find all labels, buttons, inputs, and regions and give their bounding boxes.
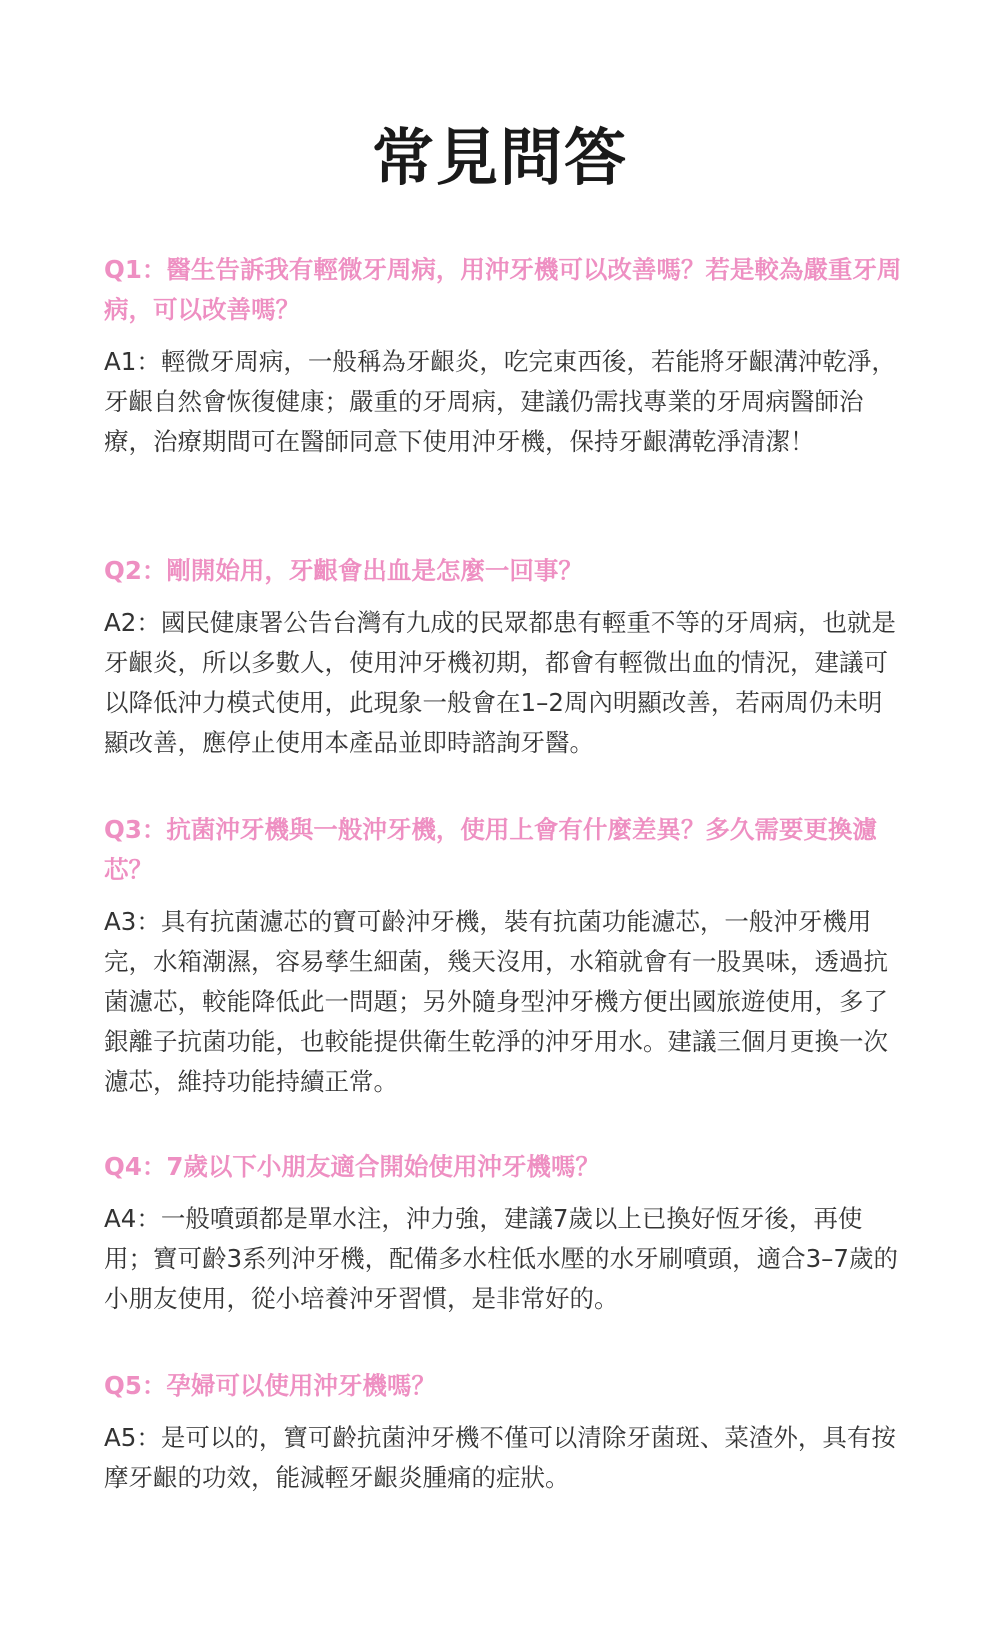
faq-item: [104, 1147, 904, 1319]
faq-answer: A4：一般噴頭都是單水注，沖力強，建議7歲以上已換好恆牙後，再使用；寶可齡3系列沖牙機，配備多水柱低水壓的水牙刷噴頭，適合3–7歲的小朋友使用，從小培養沖牙習慣，是非常好的。: [104, 1204, 899, 1313]
faq-answer: A5：是可以的，寶可齡抗菌沖牙機不僅可以清除牙菌斑、菜渣外，具有按摩牙齦的功效，能減輕牙齦炎腫痛的症狀。: [104, 1423, 896, 1492]
faq-answer: A2：國民健康署公告台灣有九成的民眾都患有輕重不等的牙周病，也就是牙齦炎，所以多數人，使用沖牙機初期，都會有輕微出血的情況，建議可以降低沖力模式使用，此現象一般會在1–2周內明顯改善，若兩周仍未明顯改善，應停止使用本產品並即時諮詢牙醫。: [104, 608, 896, 757]
faq-question: Q2：剛開始用，牙齦會出血是怎麼一回事？: [104, 556, 583, 585]
faq-item: [104, 810, 904, 1102]
faq-item: [104, 250, 904, 462]
faq-item: [104, 551, 904, 763]
faq-question: Q1：醫生告訴我有輕微牙周病，用沖牙機可以改善嗎？若是較為嚴重牙周病，可以改善嗎？: [104, 255, 902, 324]
faq-answer: A1：輕微牙周病，一般稱為牙齦炎，吃完東西後，若能將牙齦溝沖乾淨，牙齦自然會恢復健康；嚴重的牙周病，建議仍需找專業的牙周病醫師治療，治療期間可在醫師同意下使用沖牙機，保持牙齦溝乾淨清潔！: [104, 347, 896, 456]
faq-question: Q3：抗菌沖牙機與一般沖牙機，使用上會有什麼差異？多久需要更換濾芯？: [104, 815, 877, 884]
faq-answer: A3：具有抗菌濾芯的寶可齡沖牙機，裝有抗菌功能濾芯，一般沖牙機用完，水箱潮濕，容易孳生細菌，幾天沒用，水箱就會有一股異味，透過抗菌濾芯，較能降低此一問題；另外隨身型沖牙機方便出國旅遊使用，多了銀離子抗菌功能，也較能提供衛生乾淨的沖牙用水。建議三個月更換一次濾芯，維持功能持續正常。: [104, 907, 888, 1096]
page-title: 常見問答: [371, 121, 628, 194]
faq-item: [104, 1366, 904, 1498]
faq-question: Q4：7歲以下小朋友適合開始使用沖牙機嗎？: [104, 1152, 600, 1181]
faq-question: Q5：孕婦可以使用沖牙機嗎？: [104, 1371, 436, 1400]
